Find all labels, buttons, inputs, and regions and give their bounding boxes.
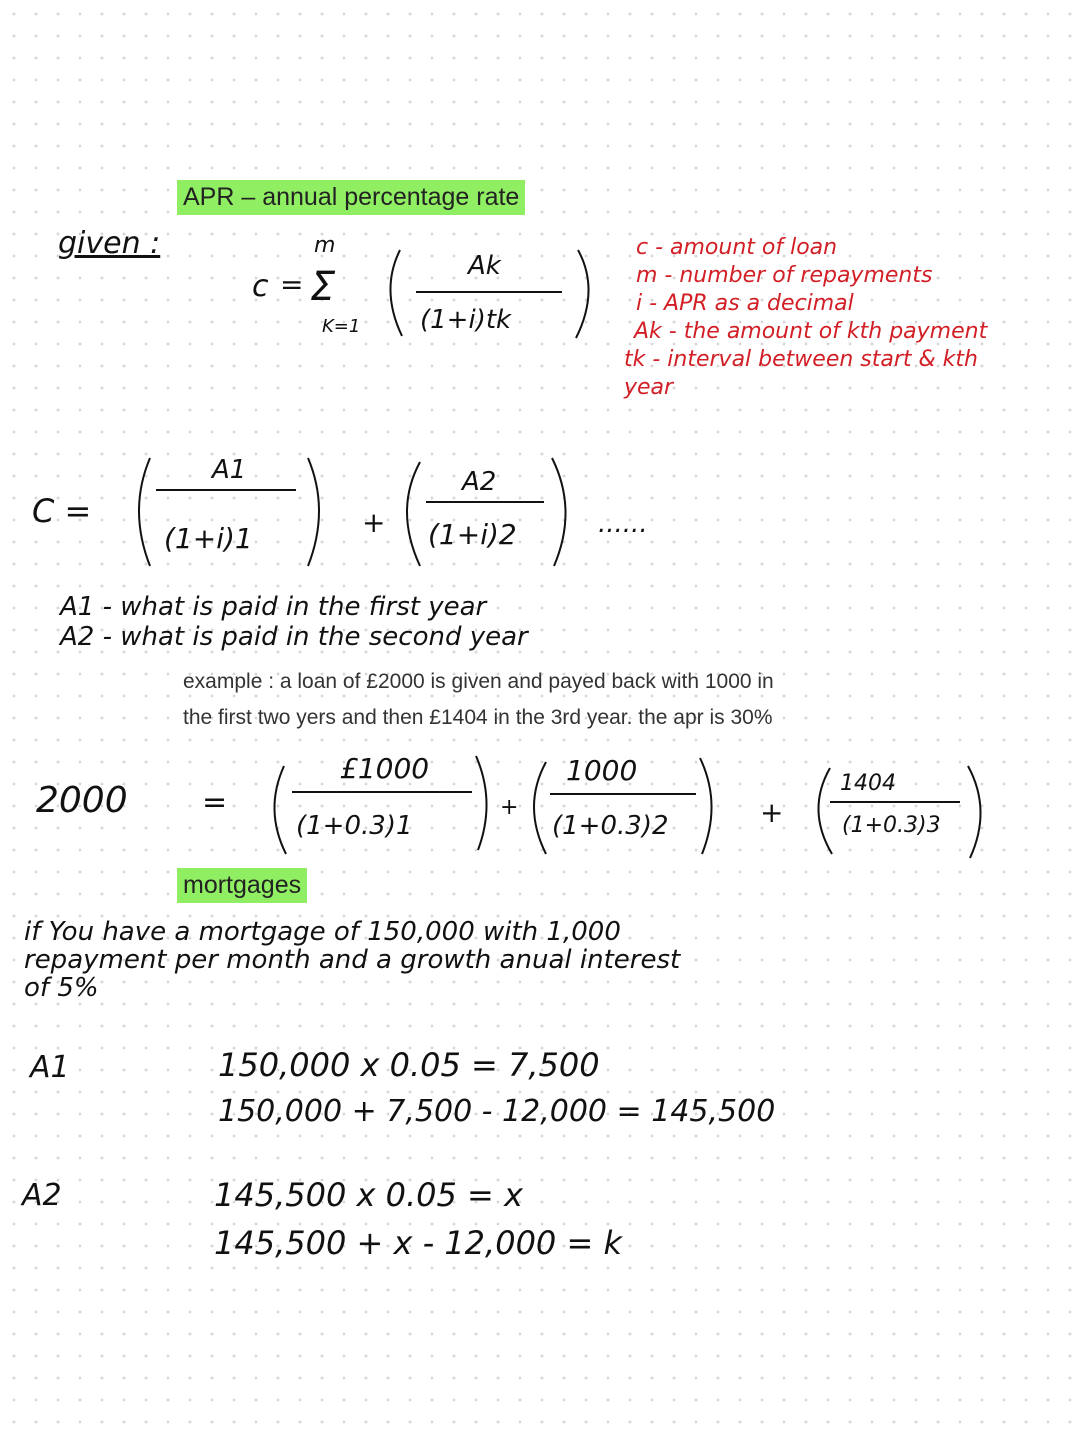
term1-numerator: A1 [212, 455, 247, 485]
variable-definitions [624, 234, 1024, 402]
given-label: given : [58, 226, 161, 261]
expanded-formula [30, 448, 730, 578]
note-a1: A1 - what is paid in the first year [60, 592, 487, 622]
definition-tk: tk - interval between start & kth year [624, 347, 978, 400]
t2-denominator: (1+0.3)2 [552, 811, 669, 841]
t2-left-paren [534, 762, 546, 854]
sum-lower: K=1 [322, 316, 361, 337]
a1-label: A1 [30, 1050, 70, 1085]
problem-line-2: repayment per month and a growth anual interest [24, 945, 681, 975]
example-eq: = [202, 785, 228, 820]
expanded-lhs: C = [32, 492, 92, 530]
a1-line-2: 150,000 + 7,500 - 12,000 = 145,500 [218, 1094, 776, 1129]
expanded-ellipsis: ...... [598, 509, 648, 539]
mortgages-heading: mortgages [177, 868, 307, 903]
example-line-2: the first two yers and then £1404 in the 3rd year. the apr is 30% [183, 706, 773, 729]
right-paren [576, 250, 589, 338]
term1-left-paren [139, 458, 150, 566]
a2-line-1: 145,500 x 0.05 = x [214, 1176, 523, 1214]
t3-numerator: 1404 [840, 771, 896, 796]
expanded-plus: + [362, 506, 386, 539]
a2-label: A2 [22, 1178, 62, 1213]
a2-line-2: 145,500 + x - 12,000 = k [214, 1224, 622, 1262]
term1-right-paren [308, 458, 319, 566]
problem-line-3: of 5% [24, 973, 99, 1003]
note-a2: A2 - what is paid in the second year [60, 622, 528, 652]
term2-denominator: (1+i)2 [428, 518, 517, 551]
term2-right-paren [552, 458, 566, 566]
t1-right-paren [476, 756, 487, 850]
t1-numerator: £1000 [340, 752, 430, 785]
mortgage-problem [24, 918, 680, 1002]
t2-numerator: 1000 [566, 754, 638, 787]
general-formula [230, 228, 610, 348]
example-plus-1: + [500, 795, 519, 820]
t1-left-paren [274, 766, 286, 854]
term2-numerator: A2 [462, 467, 497, 497]
definition-c: c - amount of loan [636, 235, 838, 260]
example-text [183, 664, 774, 736]
problem-line-1: if You have a mortgage of 150,000 with 1,000 [24, 917, 621, 947]
term-notes [60, 592, 528, 652]
term2-left-paren [407, 462, 420, 566]
t3-left-paren [818, 768, 832, 854]
example-equation [30, 742, 1040, 862]
term1-denominator: (1+i)1 [164, 522, 253, 555]
sum-upper: m [314, 233, 336, 258]
t2-right-paren [700, 758, 712, 854]
t1-denominator: (1+0.3)1 [296, 811, 413, 841]
formula-lhs: c [252, 269, 269, 304]
formula-eq: = [280, 268, 304, 301]
t3-right-paren [968, 766, 981, 858]
example-lhs: 2000 [36, 780, 128, 821]
a1-line-1: 150,000 x 0.05 = 7,500 [218, 1046, 600, 1084]
apr-heading: APR – annual percentage rate [177, 180, 525, 215]
formula-numerator: Ak [468, 251, 501, 281]
example-plus-2: + [760, 796, 784, 829]
example-line-1: example : a loan of £2000 is given and payed back with 1000 in [183, 670, 774, 693]
t3-denominator: (1+0.3)3 [842, 813, 941, 838]
left-paren [390, 250, 402, 336]
definition-ak: Ak - the amount of kth payment [634, 319, 988, 344]
sum-sign: Σ [310, 264, 336, 310]
definition-i: i - APR as a decimal [636, 291, 854, 316]
definition-m: m - number of repayments [636, 263, 933, 288]
formula-denominator: (1+i)tk [420, 305, 512, 335]
